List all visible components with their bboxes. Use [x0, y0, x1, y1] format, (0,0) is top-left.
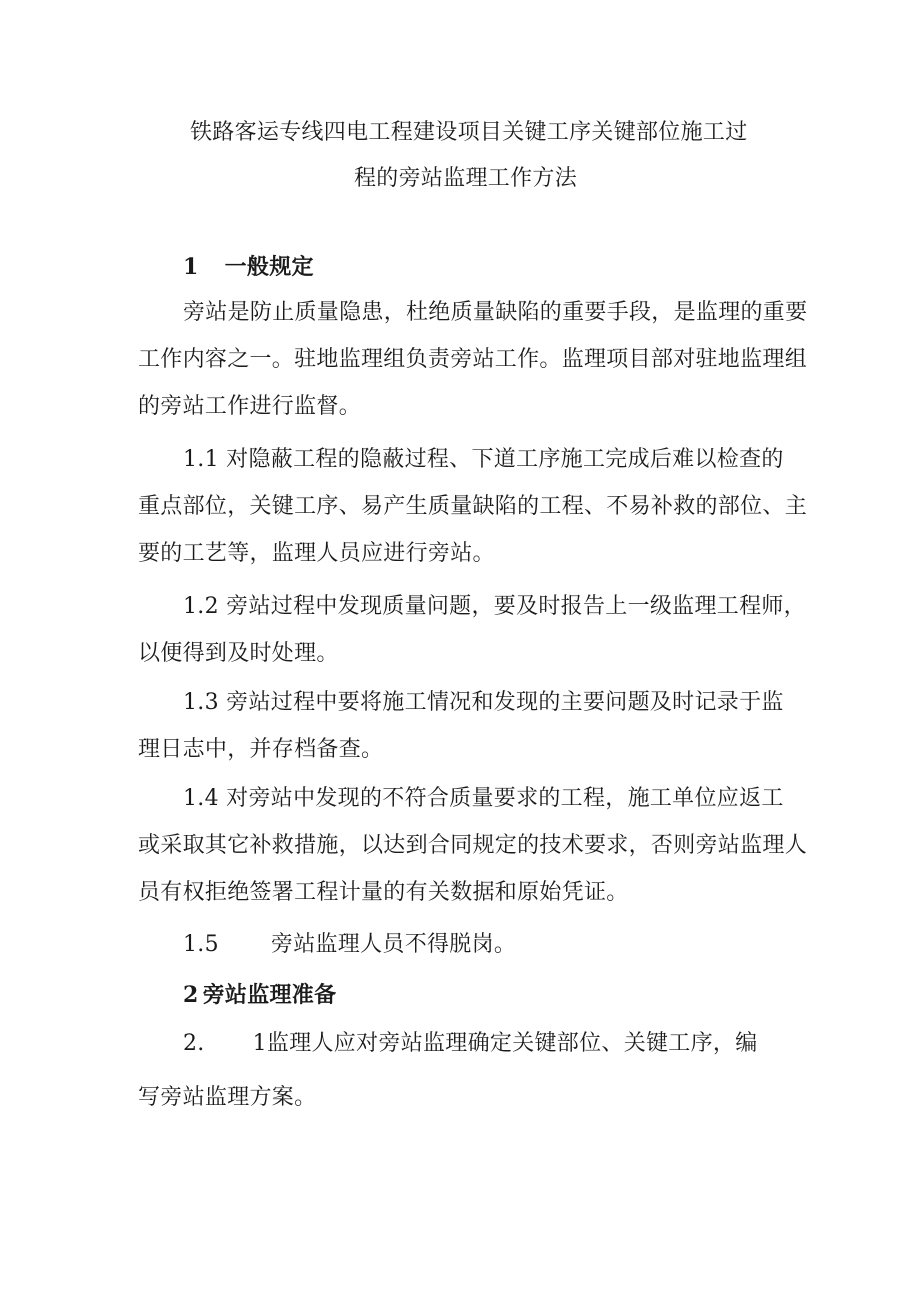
clause-2-1-line-1	[183, 1029, 758, 1059]
document-title-line-1: 铁路客运专线四电工程建设项目关键工序关键部位施工过	[190, 120, 748, 145]
clause-2-1-number: 2.	[183, 1031, 205, 1056]
section-1-intro-line-3: 的旁站工作进行监督。	[138, 394, 362, 419]
section-1-heading	[183, 252, 314, 282]
clause-1-4-line-3: 员有权拒绝签署工程计量的有关数据和原始凭证。	[138, 880, 629, 905]
clause-1-3-line-1: 1.3 旁站过程中要将施工情况和发现的主要问题及时记录于监	[183, 690, 784, 715]
clause-1-4-line-1: 1.4 对旁站中发现的不符合质量要求的工程，施工单位应返工	[183, 786, 784, 811]
clause-1-3-line-2: 理日志中，并存档备查。	[138, 737, 384, 762]
section-2-heading	[183, 980, 336, 1010]
clause-1-5	[183, 930, 516, 960]
clause-1-1-line-2: 重点部位，关键工序、易产生质量缺陷的工程、不易补救的部位、主	[138, 494, 808, 519]
clause-1-1-line-1: 1.1 对隐蔽工程的隐蔽过程、下道工序施工完成后难以检查的	[183, 447, 784, 472]
clause-1-5-text: 旁站监理人员不得脱岗。	[270, 932, 517, 957]
clause-1-4-line-2: 或采取其它补救措施，以达到合同规定的技术要求，否则旁站监理人	[138, 833, 808, 858]
clause-1-1-line-3: 要的工艺等，监理人员应进行旁站。	[138, 541, 495, 566]
clause-1-2-line-2: 以便得到及时处理。	[138, 641, 339, 666]
document-title-line-2: 程的旁站监理工作方法	[354, 166, 578, 191]
clause-1-5-number: 1.5	[183, 932, 219, 957]
section-1-number: 1	[183, 254, 199, 280]
clause-2-1-text: 1监理人应对旁站监理确定关键部位、关键工序，编	[252, 1031, 758, 1056]
clause-2-1-line-2: 写旁站监理方案。	[138, 1085, 317, 1110]
section-2-title: 旁站监理准备	[202, 982, 337, 1008]
section-2-number: 2	[183, 982, 199, 1008]
section-1-title: 一般规定	[224, 254, 314, 280]
section-1-intro-line-2: 工作内容之一。驻地监理组负责旁站工作。监理项目部对驻地监理组	[138, 347, 808, 372]
clause-1-2-line-1: 1.2 旁站过程中发现质量问题，要及时报告上一级监理工程师，	[183, 594, 806, 619]
section-1-intro-line-1: 旁站是防止质量隐患，杜绝质量缺陷的重要手段，是监理的重要	[183, 300, 808, 325]
